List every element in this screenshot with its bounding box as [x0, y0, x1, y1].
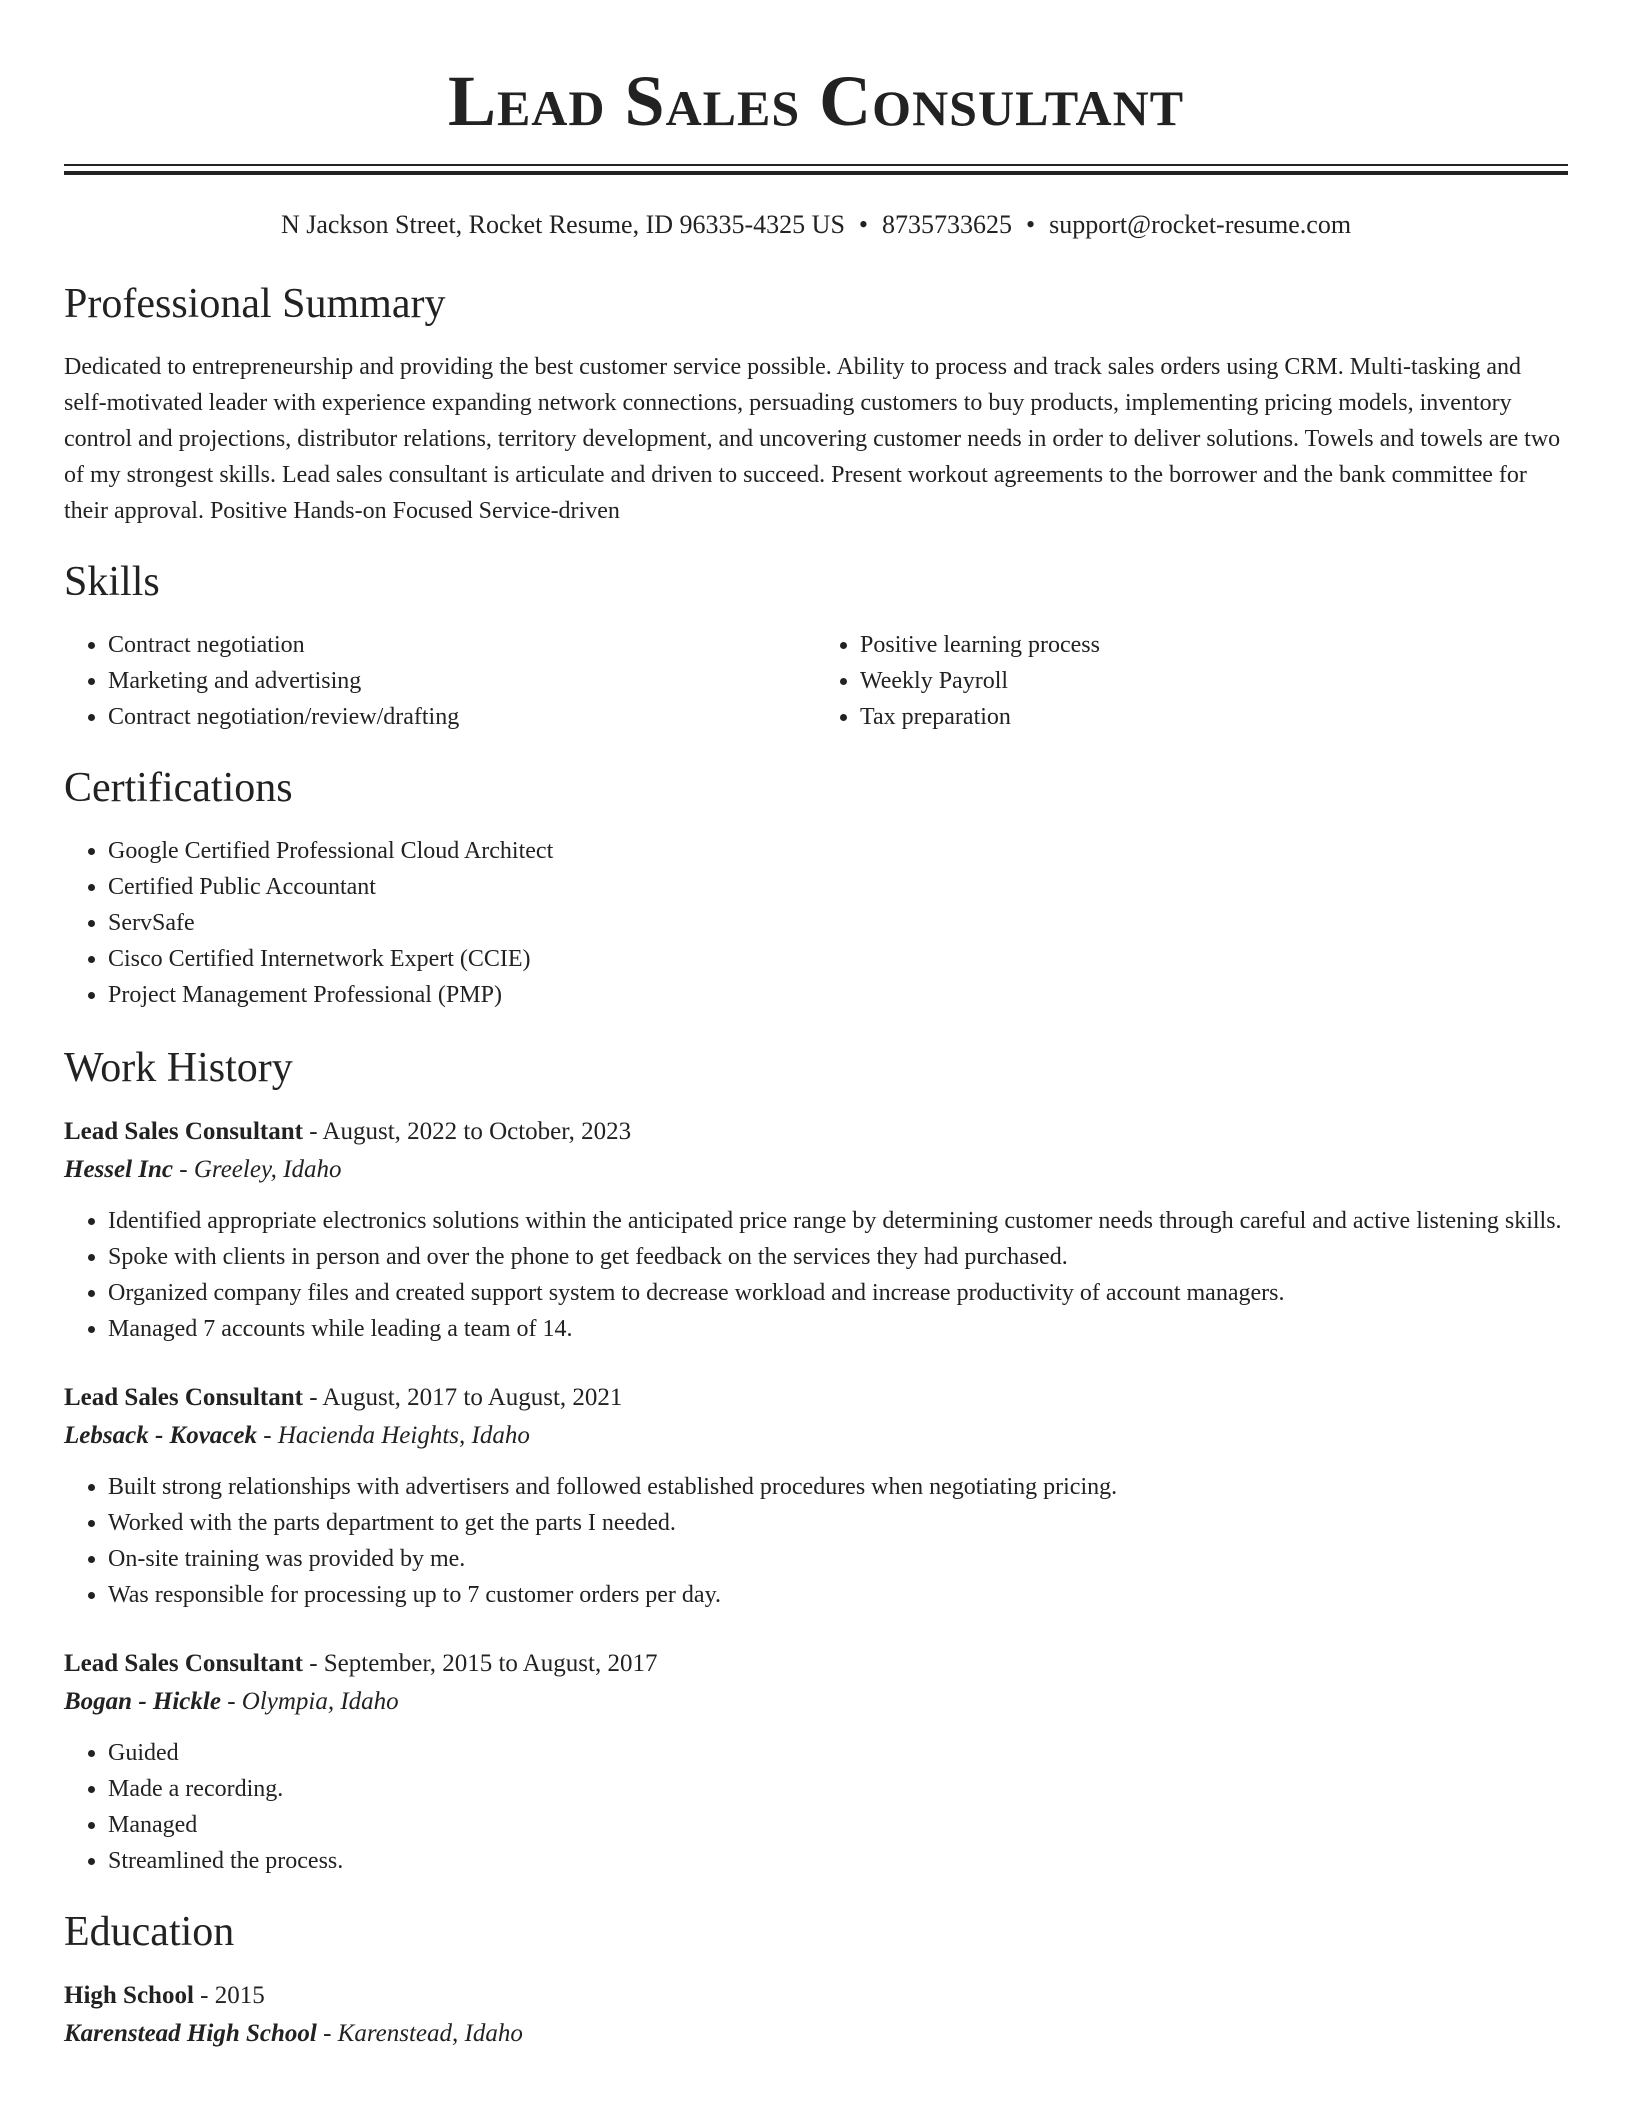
job-bullets — [64, 1469, 1568, 1613]
job-title-line — [64, 1645, 1568, 1683]
job-role: Lead Sales Consultant — [64, 1384, 303, 1411]
education-degree-line — [64, 1977, 1568, 2015]
skills-heading: Skills — [64, 559, 160, 605]
job-entry — [64, 1379, 1568, 1613]
job-company: Hessel Inc — [64, 1156, 174, 1183]
job-dates: August, 2017 to August, 2021 — [322, 1384, 623, 1411]
education-heading: Education — [64, 1909, 235, 1955]
dash-separator: - — [302, 1118, 323, 1145]
dash-separator: - — [256, 1422, 278, 1449]
certifications-list — [64, 833, 1568, 1013]
job-bullets — [64, 1735, 1568, 1879]
dash-separator: - — [302, 1384, 323, 1411]
dash-separator: - — [193, 1982, 215, 2009]
job-title-line — [64, 1113, 1568, 1151]
certification-item: • Project Management Professional (PMP) — [108, 977, 1568, 1013]
skill-item: • Tax preparation — [860, 699, 1568, 735]
job-entry — [64, 1113, 1568, 1347]
skills-list — [64, 627, 1568, 735]
job-bullets — [64, 1203, 1568, 1347]
dash-separator: - — [220, 1688, 242, 1715]
job-location: Hacienda Heights, Idaho — [277, 1422, 530, 1449]
contact-phone: 8735733625 — [882, 210, 1013, 239]
job-bullet: • Worked with the parts department to get the parts I needed. — [108, 1505, 1568, 1541]
certifications-heading: Certifications — [64, 765, 293, 811]
job-company: Bogan - Hickle — [64, 1688, 221, 1715]
skill-item: • Contract negotiation/review/drafting — [108, 699, 816, 735]
job-company-line — [64, 1151, 1568, 1189]
dash-separator: - — [302, 1650, 324, 1677]
job-bullet: • Was responsible for processing up to 7 customer orders per day. — [108, 1577, 1568, 1613]
contact-separator: • — [858, 210, 869, 239]
contact-email: support@rocket-resume.com — [1049, 210, 1352, 239]
job-location: Olympia, Idaho — [241, 1688, 399, 1715]
job-bullet: • Managed 7 accounts while leading a team of 14. — [108, 1311, 1568, 1347]
skill-item: • Contract negotiation — [108, 627, 816, 663]
contact-address: N Jackson Street, Rocket Resume, ID 96335-4325 US — [280, 210, 845, 239]
job-bullet: • Built strong relationships with advertisers and followed established procedures when negotiating pricing. — [108, 1469, 1568, 1505]
job-bullet: • Spoke with clients in person and over the phone to get feedback on the services they had purchased. — [108, 1239, 1568, 1275]
job-location: Greeley, Idaho — [193, 1156, 342, 1183]
skills-column-right — [816, 627, 1568, 735]
education-year: 2015 — [214, 1982, 265, 2009]
job-company-line — [64, 1683, 1568, 1721]
education-entry — [64, 1977, 1568, 2053]
skill-item: • Marketing and advertising — [108, 663, 816, 699]
job-company-line — [64, 1417, 1568, 1455]
certification-item: • Cisco Certified Internetwork Expert (CCIE) — [108, 941, 1568, 977]
job-dates: August, 2022 to October, 2023 — [322, 1118, 632, 1145]
dash-separator: - — [316, 2020, 338, 2047]
job-bullet: • On-site training was provided by me. — [108, 1541, 1568, 1577]
job-bullet: • Guided — [108, 1735, 1568, 1771]
summary-heading: Professional Summary — [64, 281, 446, 327]
job-role: Lead Sales Consultant — [64, 1650, 303, 1677]
job-title-line — [64, 1379, 1568, 1417]
certification-item: • ServSafe — [108, 905, 1568, 941]
job-dates: September, 2015 to August, 2017 — [323, 1650, 658, 1677]
education-degree: High School — [64, 1982, 194, 2009]
job-bullet: • Managed — [108, 1807, 1568, 1843]
summary-text: Dedicated to entrepreneurship and providing the best customer service possible. Ability to process and track sales orders using CRM. Multi-tasking and self-motivated leader with experience expanding network connections, persuading customers to buy products, implementing pricing models, inventory control and projections, distributor relations, territory development, and uncovering customer needs in order to deliver solutions. Towels and towels are two of my strongest skills. Lead sales consultant is articulate and driven to succeed. Present workout agreements to the borrower and the bank committee for their approval. Positive Hands-on Focused Service-driven — [64, 354, 1561, 524]
education-school-line — [64, 2015, 1568, 2053]
work-history-heading: Work History — [64, 1045, 293, 1091]
job-entry — [64, 1645, 1568, 1879]
education-school: Karenstead High School — [64, 2020, 317, 2047]
skills-column-left — [64, 627, 816, 735]
page-title: Lead Sales Consultant — [447, 61, 1185, 141]
header-divider — [64, 164, 1568, 175]
skill-item: • Positive learning process — [860, 627, 1568, 663]
dash-separator: - — [173, 1156, 194, 1183]
job-bullet: • Made a recording. — [108, 1771, 1568, 1807]
job-bullet: • Streamlined the process. — [108, 1843, 1568, 1879]
certification-item: • Certified Public Accountant — [108, 869, 1568, 905]
certification-item: • Google Certified Professional Cloud Architect — [108, 833, 1568, 869]
job-bullet: • Identified appropriate electronics solutions within the anticipated price range by determining customer needs through careful and active listening skills. — [108, 1203, 1568, 1239]
skill-item: • Weekly Payroll — [860, 663, 1568, 699]
contact-line — [64, 209, 1568, 241]
contact-separator: • — [1026, 210, 1036, 239]
job-bullet: • Organized company files and created support system to decrease workload and increase productivity of account managers. — [108, 1275, 1568, 1311]
job-role: Lead Sales Consultant — [64, 1118, 303, 1145]
job-company: Lebsack - Kovacek — [64, 1422, 257, 1449]
education-location: Karenstead, Idaho — [337, 2020, 523, 2047]
